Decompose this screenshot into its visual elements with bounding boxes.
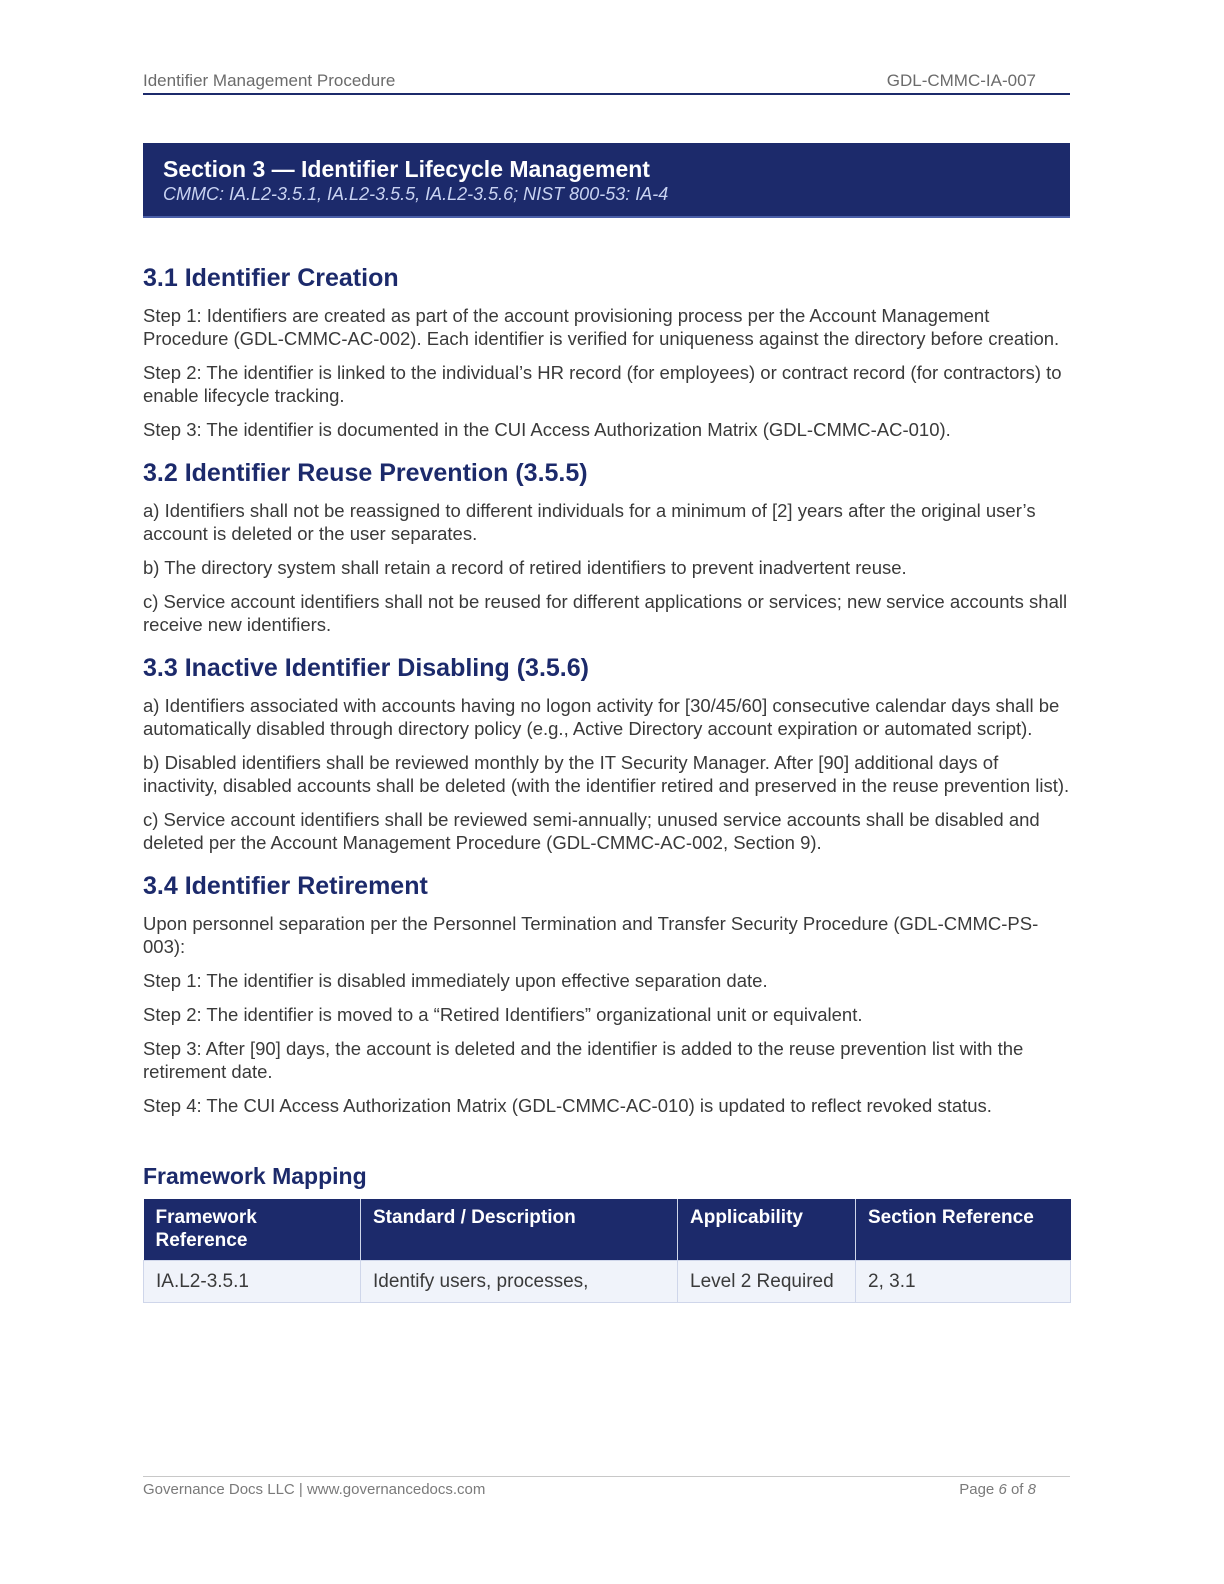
paragraph: b) Disabled identifiers shall be reviewed monthly by the IT Security Manager. After [90] additional days of inactivity, disabled accounts shall be deleted (with the identifier retired and preserved in the reuse prevention list).	[143, 752, 1070, 796]
paragraph: b) The directory system shall retain a record of retired identifiers to prevent inadvertent reuse.	[143, 557, 907, 578]
table-row	[144, 1261, 1071, 1303]
paragraph: Upon personnel separation per the Personnel Termination and Transfer Security Procedure (GDL-CMMC-PS-003):	[143, 913, 1039, 957]
column-header: Framework Reference	[144, 1199, 361, 1261]
section-title: Section 3 — Identifier Lifecycle Management	[163, 156, 650, 182]
section-heading: 3.2 Identifier Reuse Prevention (3.5.5)	[143, 459, 588, 487]
paragraph: Step 1: Identifiers are created as part of the account provisioning process per the Account Management Procedure (GDL-CMMC-AC-002). Each identifier is verified for uniqueness against the directory before creation.	[143, 305, 1060, 349]
page-total: 8	[1027, 1481, 1036, 1498]
paragraph: Step 3: The identifier is documented in the CUI Access Authorization Matrix (GDL-CMMC-AC-010).	[143, 419, 951, 440]
section-heading: 3.1 Identifier Creation	[143, 264, 399, 292]
paragraph: Step 1: The identifier is disabled immediately upon effective separation date.	[143, 970, 768, 991]
table-header-row	[144, 1199, 1071, 1261]
paragraph: a) Identifiers associated with accounts having no logon activity for [30/45/60] consecutive calendar days shall be automatically disabled through directory policy (e.g., Active Directory account expiration or automated script).	[143, 695, 1060, 739]
paragraph: Step 3: After [90] days, the account is deleted and the identifier is added to the reuse prevention list with the retirement date.	[143, 1038, 1024, 1082]
column-header: Section Reference	[856, 1199, 1071, 1261]
paragraph: a) Identifiers shall not be reassigned to different individuals for a minimum of [2] years after the original user’s account is deleted or the user separates.	[143, 500, 1036, 544]
page-number	[959, 1481, 1036, 1498]
table-cell: Identify users, processes,	[361, 1261, 678, 1303]
page-word: Page	[959, 1481, 995, 1498]
paragraph: Step 2: The identifier is linked to the individual’s HR record (for employees) or contract record (for contractors) to enable lifecycle tracking.	[143, 362, 1062, 406]
section-subtitle: CMMC: IA.L2-3.5.1, IA.L2-3.5.5, IA.L2-3.5.6; NIST 800-53: IA-4	[163, 184, 669, 204]
column-header: Standard / Description	[361, 1199, 678, 1261]
section-heading: 3.4 Identifier Retirement	[143, 872, 428, 900]
paragraph: Step 2: The identifier is moved to a “Retired Identifiers” organizational unit or equivalent.	[143, 1004, 863, 1025]
page-header	[143, 70, 1070, 95]
section-3-4	[143, 870, 1070, 1117]
page-current: 6	[998, 1481, 1007, 1498]
table-cell: 2, 3.1	[856, 1261, 1071, 1303]
page-of: of	[1010, 1481, 1024, 1498]
paragraph: c) Service account identifiers shall be reviewed semi-annually; unused service accounts shall be disabled and deleted per the Account Management Procedure (GDL-CMMC-AC-002, Section 9).	[143, 809, 1040, 853]
section-3-3	[143, 652, 1070, 854]
section-3-2	[143, 457, 1070, 636]
framework-mapping-table	[143, 1199, 1071, 1303]
section-heading: 3.3 Inactive Identifier Disabling (3.5.6)	[143, 654, 589, 682]
document-id: GDL-CMMC-IA-007	[886, 71, 1036, 90]
paragraph: Step 4: The CUI Access Authorization Matrix (GDL-CMMC-AC-010) is updated to reflect revoked status.	[143, 1095, 992, 1116]
table-cell: Level 2 Required	[678, 1261, 856, 1303]
main-content	[143, 262, 1070, 1303]
footer-company: Governance Docs LLC | www.governancedocs.com	[143, 1481, 486, 1498]
framework-mapping-title: Framework Mapping	[143, 1163, 367, 1189]
section-3-1	[143, 262, 1070, 441]
paragraph: c) Service account identifiers shall not be reused for different applications or services; new service accounts shall receive new identifiers.	[143, 591, 1068, 635]
section-banner	[143, 143, 1070, 218]
table-cell: IA.L2-3.5.1	[144, 1261, 361, 1303]
page-footer	[143, 1476, 1070, 1498]
document-title: Identifier Management Procedure	[143, 71, 396, 90]
column-header: Applicability	[678, 1199, 856, 1261]
